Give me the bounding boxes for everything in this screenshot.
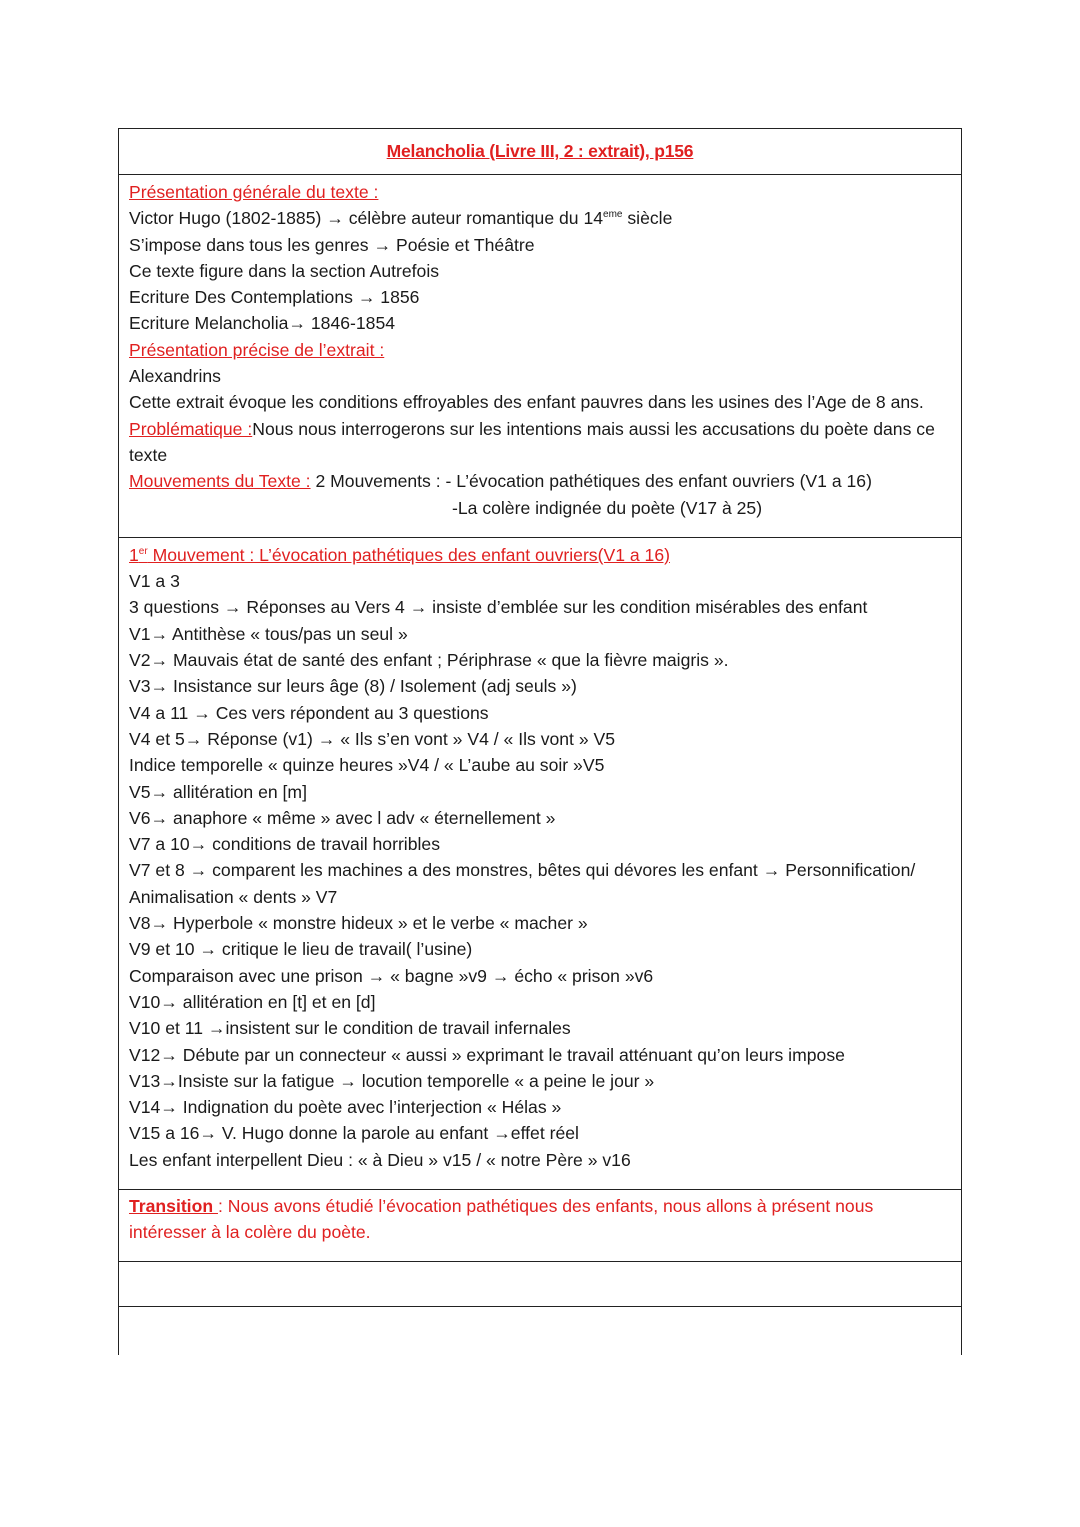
analysis-line: V10→ allitération en [t] et en [d] bbox=[129, 991, 376, 1012]
analysis-line: V12→ Débute par un connecteur « aussi » exprimant le travail atténuant qu’on leurs impose bbox=[129, 1044, 845, 1065]
analysis-line: V5→ allitération en [m] bbox=[129, 781, 307, 802]
movement1-heading bbox=[129, 542, 951, 568]
analysis-line: 3 questions → Réponses au Vers 4 → insiste d’emblée sur les condition misérables des enfant bbox=[129, 597, 868, 618]
transition-text: : Nous avons étudié l’évocation pathétiques des enfants, nous allons à présent nous intéresser à la colère du poète. bbox=[129, 1195, 874, 1243]
movement1-num: 1 bbox=[129, 544, 139, 565]
analysis-line: V7 a 10→ conditions de travail horribles bbox=[129, 834, 440, 855]
analysis-line: V9 et 10 → critique le lieu de travail( l’usine) bbox=[129, 939, 473, 960]
presentation-line: S’impose dans tous les genres → Poésie et Théâtre bbox=[129, 234, 535, 255]
analysis-line: V8→ Hyperbole « monstre hideux » et le verbe « macher » bbox=[129, 913, 588, 934]
presentation-heading: Présentation générale du texte : bbox=[129, 182, 379, 202]
analysis-line: V2→ Mauvais état de santé des enfant ; Périphrase « que la fièvre maigris ». bbox=[129, 650, 729, 671]
extrait-line: Cette extrait évoque les conditions effroyables des enfant pauvres dans les usines des l’Age de 8 ans. bbox=[129, 392, 924, 413]
analysis-line: V3→ Insistance sur leurs âge (8) / Isolement (adj seuls ») bbox=[129, 676, 577, 697]
analysis-line: Indice temporelle « quinze heures »V4 / « L’aube au soir »V5 bbox=[129, 755, 605, 776]
presentation-line: Ce texte figure dans la section Autrefois bbox=[129, 260, 440, 281]
hugo-sup: eme bbox=[603, 209, 623, 221]
analysis-line: V10 et 11 →insistent sur le condition de travail infernales bbox=[129, 1018, 571, 1039]
analysis-line: Comparaison avec une prison → « bagne »v9 → écho « prison »v6 bbox=[129, 965, 654, 986]
page-title: Melancholia (Livre III, 2 : extrait), p156 bbox=[386, 141, 694, 161]
movement1-section bbox=[119, 538, 961, 1190]
analysis-line: V1 a 3 bbox=[129, 571, 180, 592]
empty-row-open bbox=[119, 1307, 961, 1355]
analysis-line: V7 et 8 → comparent les machines a des monstres, bêtes qui dévores les enfant → Personnification/ bbox=[129, 860, 916, 881]
mouvements-line bbox=[129, 468, 951, 494]
transition-line bbox=[129, 1193, 919, 1246]
transition-section bbox=[119, 1190, 961, 1262]
analysis-line: V13→Insiste sur la fatigue → locution temporelle « a peine le jour » bbox=[129, 1070, 655, 1091]
analysis-line: Les enfant interpellent Dieu : « à Dieu » v15 / « notre Père » v16 bbox=[129, 1149, 631, 1170]
analysis-line: V1→ Antithèse « tous/pas un seul » bbox=[129, 623, 408, 644]
problematique-line bbox=[129, 416, 949, 469]
analysis-line: V15 a 16→ V. Hugo donne la parole au enfant →effet réel bbox=[129, 1123, 579, 1144]
mouvements-text: 2 Mouvements : - L’évocation pathétiques des enfant ouvriers (V1 a 16) bbox=[310, 471, 872, 492]
movement1-title: Mouvement : L’évocation pathétiques des enfant ouvriers(V1 a 16) bbox=[147, 544, 670, 565]
mouvements-line-2: -La colère indignée du poète (V17 à 25) bbox=[452, 497, 763, 518]
alexandrins-line: Alexandrins bbox=[129, 366, 221, 387]
analysis-line: V4 a 11 → Ces vers répondent au 3 questions bbox=[129, 702, 489, 723]
hugo-line bbox=[129, 205, 951, 231]
problematique-text: Nous nous interrogerons sur les intentions mais aussi les accusations du poète dans ce texte bbox=[129, 418, 935, 465]
empty-row bbox=[119, 1262, 961, 1307]
document-table bbox=[118, 128, 962, 1355]
presentation-section bbox=[119, 175, 961, 538]
presentation-line: Ecriture Des Contemplations → 1856 bbox=[129, 287, 420, 308]
precise-heading: Présentation précise de l’extrait : bbox=[129, 339, 385, 360]
hugo-after: siècle bbox=[622, 208, 673, 229]
analysis-line: V4 et 5→ Réponse (v1) → « Ils s’en vont » V4 / « Ils vont » V5 bbox=[129, 728, 616, 749]
analysis-line: V14→ Indignation du poète avec l’interjection « Hélas » bbox=[129, 1097, 562, 1118]
analysis-line: Animalisation « dents » V7 bbox=[129, 886, 338, 907]
mouvements-label: Mouvements du Texte : bbox=[129, 471, 311, 492]
title-row bbox=[119, 129, 961, 175]
hugo-text: Victor Hugo (1802-1885) → célèbre auteur romantique du 14 bbox=[129, 208, 604, 229]
transition-label: Transition bbox=[129, 1195, 218, 1216]
presentation-line: Ecriture Melancholia→ 1846-1854 bbox=[129, 313, 396, 334]
problematique-label: Problématique : bbox=[129, 418, 253, 439]
movement1-sup: er bbox=[138, 546, 148, 557]
analysis-line: V6→ anaphore « même » avec l adv « éternellement » bbox=[129, 807, 556, 828]
